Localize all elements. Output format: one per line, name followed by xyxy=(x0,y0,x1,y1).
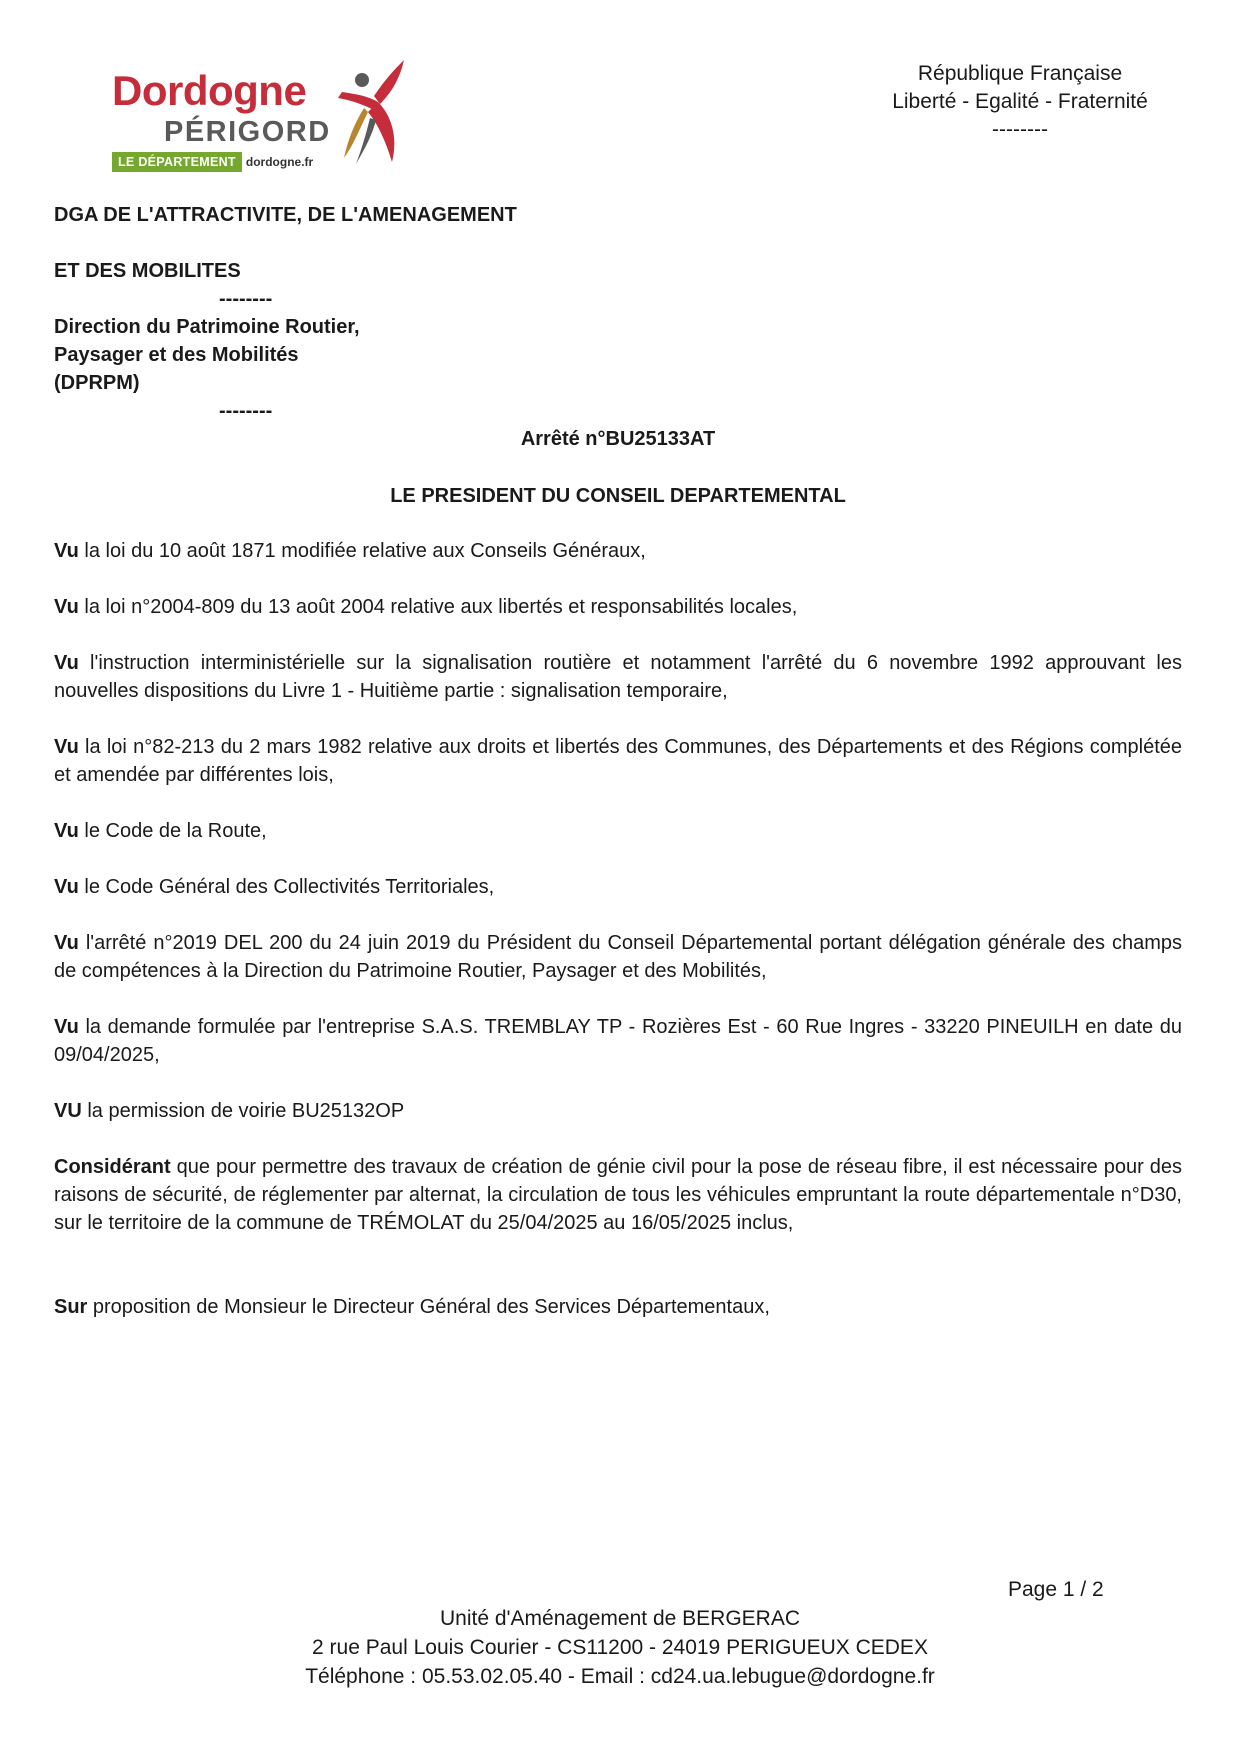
paragraph-sur: Sur proposition de Monsieur le Directeur Général des Services Départementaux, xyxy=(54,1296,770,1318)
page-number: Page 1 / 2 xyxy=(1008,1578,1104,1601)
arrete-number: Arrêté n°BU25133AT xyxy=(520,428,716,450)
paragraph-considerant: Considérant que pour permettre des travaux de création de génie civil pour la pose de réseau fibre, il est nécessaire pour des raisons de sécurité, de réglementer par alternat, la circulation de tous les véhicules empruntant la route départementale n°D30, sur le territoire de la commune de TRÉMOLAT du 25/04/2025 au 16/05/2025 inclus, xyxy=(54,1156,1182,1234)
paragraph-vu-7: Vu l'arrêté n°2019 DEL 200 du 24 juin 2019 du Président du Conseil Départemental portant délégation générale des champs de compétences à la Direction du Patrimoine Routier, Paysager et des Mobilités, xyxy=(54,932,1182,982)
logo-band-label: LE DÉPARTEMENT xyxy=(112,152,242,172)
footer-street: 2 rue Paul Louis Courier - CS11200 - 24019 PERIGUEUX CEDEX xyxy=(312,1636,928,1659)
logo-site: dordogne.fr xyxy=(245,155,314,169)
republic-separator: -------- xyxy=(992,118,1048,141)
department-line-2: ET DES MOBILITES xyxy=(54,260,241,282)
department-direction-cont: Paysager et des Mobilités xyxy=(54,344,299,366)
footer-unit: Unité d'Aménagement de BERGERAC xyxy=(439,1607,800,1630)
logo-band xyxy=(112,152,313,172)
paragraph-vu-6: Vu le Code Général des Collectivités Territoriales, xyxy=(54,876,495,898)
department-line-1: DGA DE L'ATTRACTIVITE, DE L'AMENAGEMENT xyxy=(54,204,517,226)
logo-wordmark-perigord: PÉRIGORD xyxy=(164,116,331,148)
president-title: LE PRESIDENT DU CONSEIL DEPARTEMENTAL xyxy=(390,485,846,507)
footer-contact: Téléphone : 05.53.02.05.40 - Email : cd24.ua.lebugue@dordogne.fr xyxy=(305,1665,935,1688)
dancing-figure-icon xyxy=(334,58,414,170)
department-separator-2: -------- xyxy=(219,400,273,422)
department-acronym: (DPRPM) xyxy=(54,372,140,394)
department-separator-1: -------- xyxy=(219,288,273,310)
paragraph-vu-1: Vu la loi du 10 août 1871 modifiée relative aux Conseils Généraux, xyxy=(54,540,646,562)
paragraph-vu-4: Vu la loi n°82-213 du 2 mars 1982 relative aux droits et libertés des Communes, des Départements et des Régions complétée et amendée par différentes lois, xyxy=(54,736,1182,786)
paragraph-vu-8: Vu la demande formulée par l'entreprise S.A.S. TREMBLAY TP - Rozières Est - 60 Rue Ingres - 33220 PINEUILH en date du 09/04/2025, xyxy=(54,1016,1182,1066)
logo-wordmark-dordogne: Dordogne xyxy=(112,67,307,114)
paragraph-vu-3: Vu l'instruction interministérielle sur la signalisation routière et notamment l'arrêté du 6 novembre 1992 approuvant les nouvelles dispositions du Livre 1 - Huitième partie : signalisation temporaire, xyxy=(54,652,1182,702)
paragraph-vu-9: VU la permission de voirie BU25132OP xyxy=(54,1100,405,1122)
department-direction: Direction du Patrimoine Routier, xyxy=(54,316,360,338)
dordogne-perigord-logo xyxy=(112,58,412,170)
paragraph-vu-2: Vu la loi n°2004-809 du 13 août 2004 relative aux libertés et responsabilités locales, xyxy=(54,596,798,618)
footer-address xyxy=(200,1604,1040,1691)
republic-header xyxy=(860,60,1180,144)
paragraph-vu-5: Vu le Code de la Route, xyxy=(54,820,267,842)
republic-name: République Française xyxy=(917,62,1123,85)
republic-motto: Liberté - Egalité - Fraternité xyxy=(892,90,1148,113)
